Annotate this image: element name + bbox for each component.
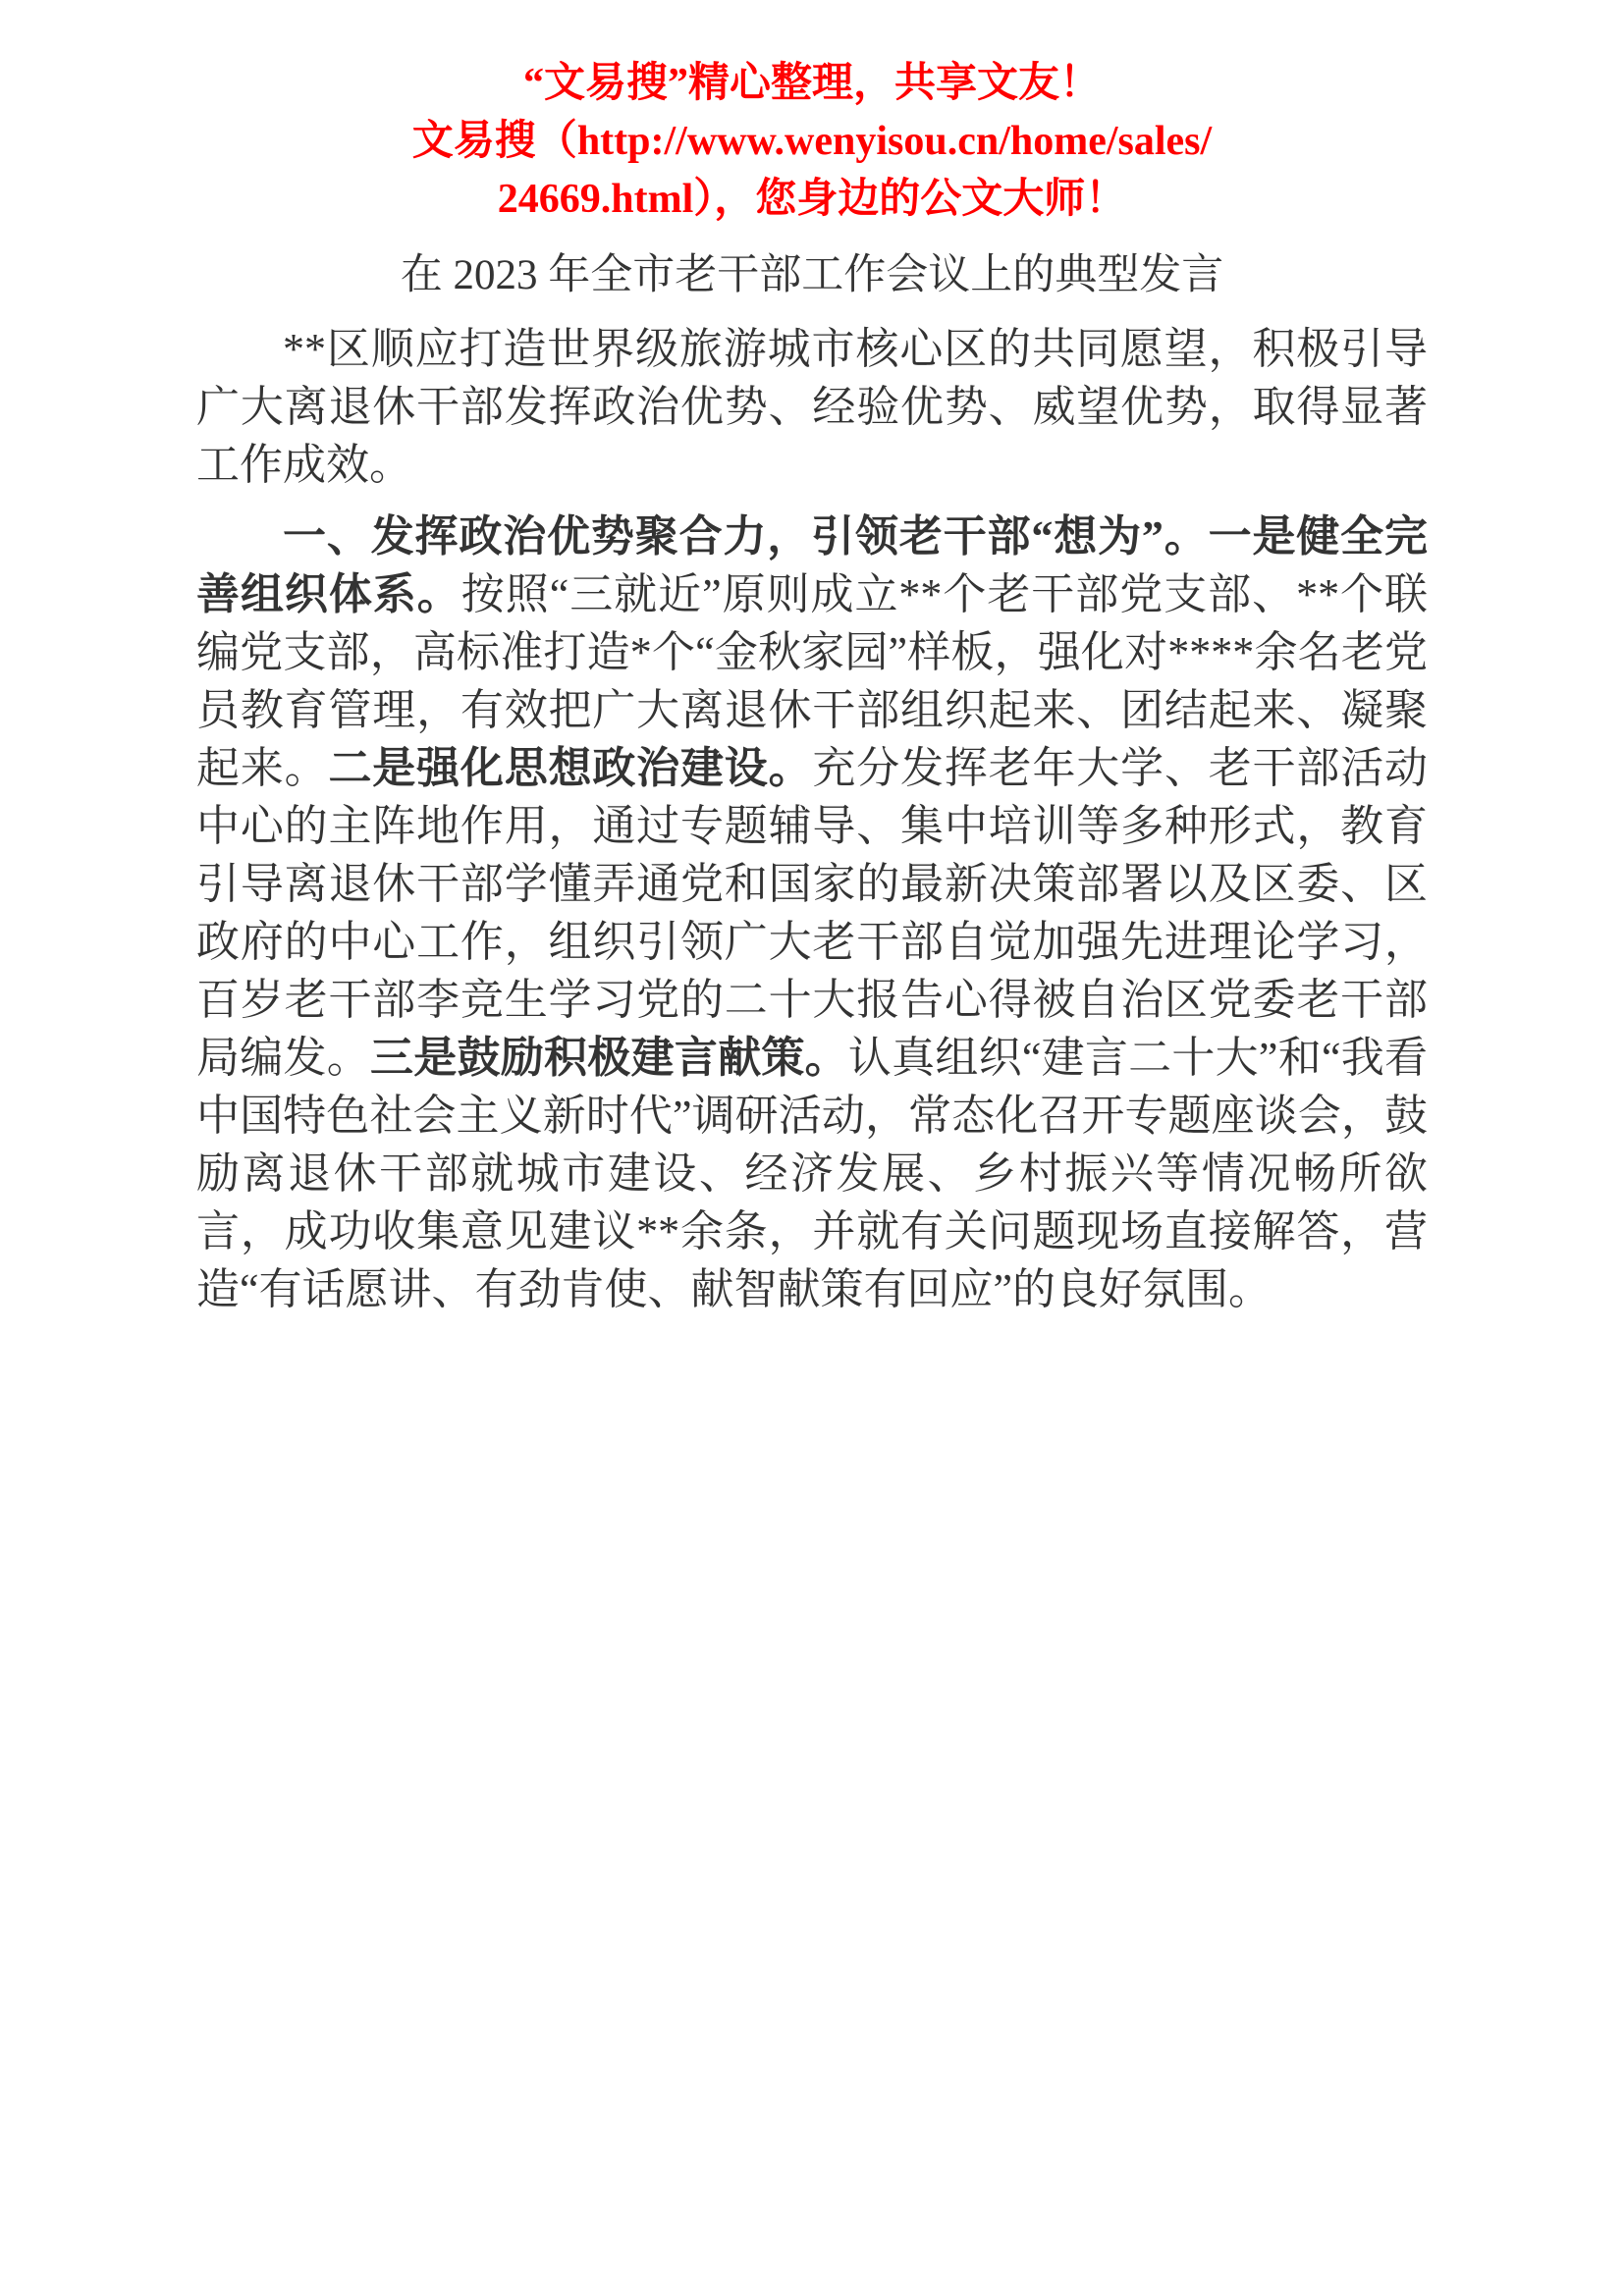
emphasis-text: 一、发挥政治优势聚合力，引领老干部“想为”。一是健全完善组织体系。 (196, 512, 1428, 618)
promo-url-part-2[interactable]: 24669.html (497, 177, 694, 222)
body-text: 认真组织“建言二十大”和“我看中国特色社会主义新时代”调研活动，常态化召开专题座谈会，鼓励离退休干部就城市建设、经济发展、乡村振兴等情况畅所欲言，成功收集意见建议**余条，并就有关问题现场直接解答，营造“有话愿讲、有劲肯使、献智献策有回应”的良好氛围。 (196, 1034, 1429, 1313)
document-title: 在 2023 年全市老干部工作会议上的典型发言 (400, 252, 1224, 298)
emphasis-text: 三是鼓励积极建言献策。 (370, 1034, 848, 1082)
promo-text-2-prefix: 文易搜（ (411, 119, 577, 164)
promo-line-3 (196, 171, 1428, 229)
paragraph-section-one (196, 507, 1428, 1318)
body-text: **区顺应打造世界级旅游城市核心区的共同愿望，积极引导广大离退休干部发挥政治优势、经验优势、威望优势，取得显著工作成效。 (196, 325, 1428, 489)
body-text: 充分发挥老年大学、老干部活动中心的主阵地作用，通过专题辅导、集中培训等多种形式，教育引导离退休干部学懂弄通党和国家的最新决策部署以及区委、区政府的中心工作，组织引领广大老干部自觉加强先进理论学习，百岁老干部李竞生学习党的二十大报告心得被自治区党委老干部局编发。 (196, 744, 1429, 1082)
emphasis-text: 二是强化思想政治建设。 (328, 744, 813, 792)
paragraph-intro (196, 320, 1428, 494)
promo-line-2 (196, 113, 1428, 171)
promo-line-1 (196, 55, 1428, 113)
body-text: 按照“三就近”原则成立**个老干部党支部、**个联编党支部，高标准打造*个“金秋家园”样板，强化对****余名老党员教育管理，有效把广大离退休干部组织起来、团结起来、凝聚起来。 (196, 570, 1429, 792)
promo-text-1: “文易搜”精心整理，共享文友！ (522, 61, 1101, 106)
promo-url-part-1[interactable]: http://www.wenyisou.cn/home/sales/ (576, 119, 1213, 164)
promo-text-3-suffix: ），您身边的公文大师！ (693, 177, 1127, 222)
promo-header (196, 55, 1428, 229)
